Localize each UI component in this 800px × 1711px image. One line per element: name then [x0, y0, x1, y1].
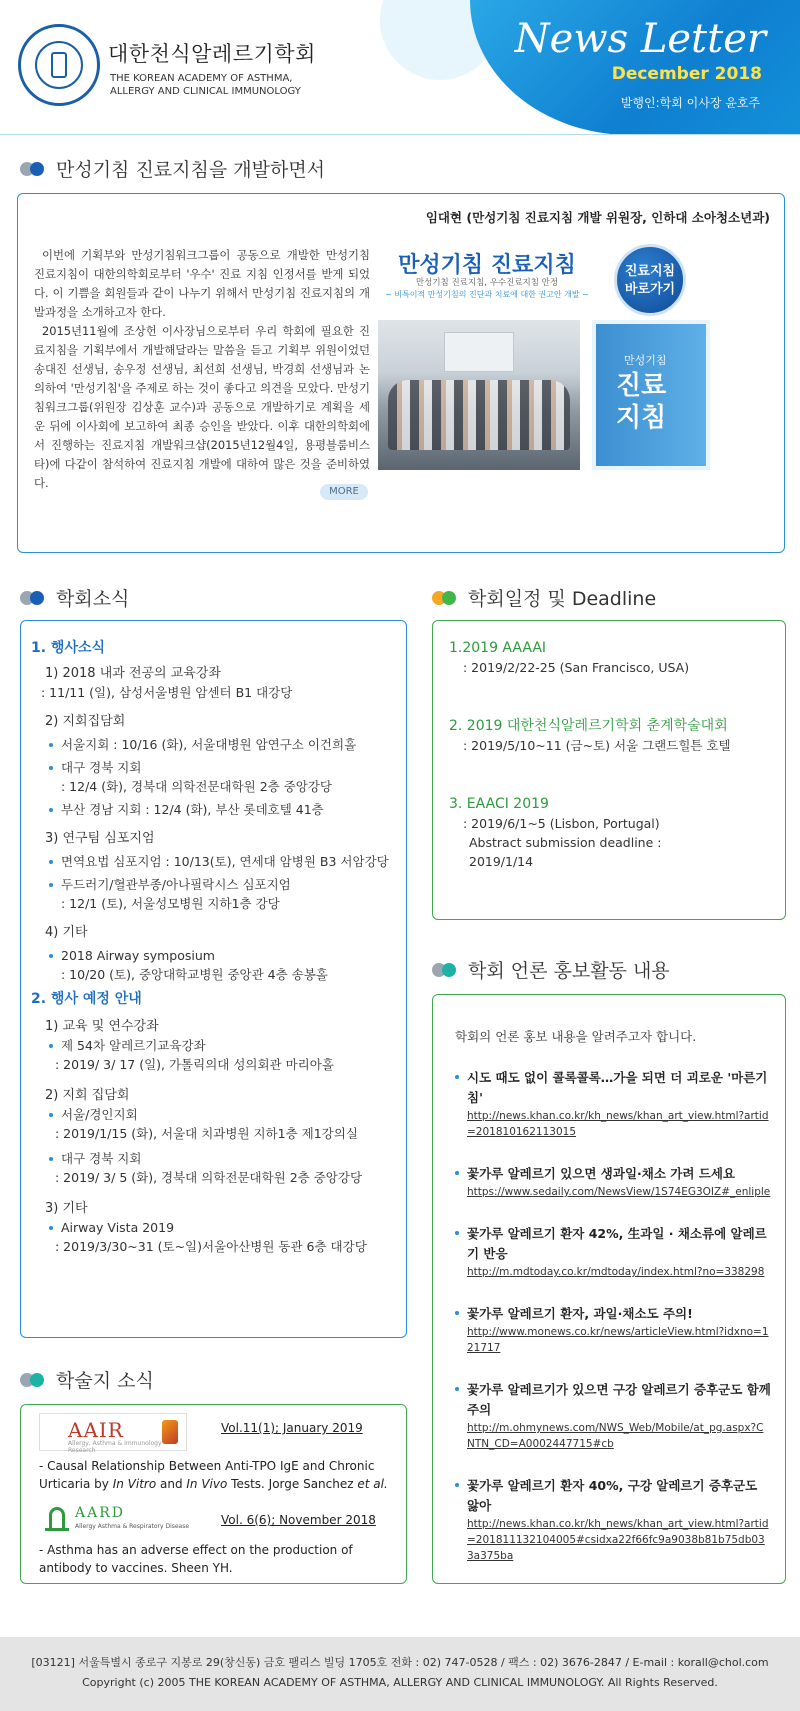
news-item-detail: : 12/4 (화), 경북대 의학전문대학원 2층 중앙강당 [61, 779, 333, 794]
press-item [455, 1164, 771, 1200]
guideline-subtitle: 만성기침 진료지침, 우수진료지침 안정 [415, 278, 559, 288]
schedule-box [432, 620, 786, 920]
feature-text: 이번에 기획부와 만성기침워크그룹이 공동으로 개발한 만성기침 진료지침이 대한의학회로부터 '우수' 진료 지침 인정서를 받게 되었다. 이 기쁨을 회원들과 같이 나누기 위해서 만성기침 진료지침의 개발과정을 소개하고자 한다. 2015년11월에 조상헌 이사장님으로부터 우리 학회에 필요한 진료지침을 기획부에서 개발해달라는 말씀을 듣고 기획부 위원이었던 송대진 선생님, 송우정 선생님, 최선희 선생님, 박경희 선생님과 논의하여 '만성기침'을 주제로 하는 것이 좋다고 의견을 모았다. 만성기침워크그룹(위원장 김상훈 교수)과 공동으로 개발하기로 계획을 세운 뒤에 이사회에 보고하여 최종 승인을 받았다. 이후 대한의학회에서 진행하는 진료지침 개발워크샵(2015년12월4일, 용평블룸비스타)에 다같이 참석하여 진료지침 개발에 대하여 많은 것을 준비하였다. [34, 248, 370, 490]
news-item-detail: : 12/1 (토), 서울성모병원 지하1층 강당 [61, 896, 280, 911]
news-bullet: 면역요법 심포지엄 : 10/13(토), 연세대 암병원 B3 서암강당 [45, 852, 401, 871]
news-item-title: 3) 기타 [45, 1201, 88, 1216]
footer-copyright: Copyright (c) 2005 THE KOREAN ACADEMY OF ASTHMA, ALLERGY AND CLINICAL IMMUNOLOGY. All Rights Reserved. [82, 1676, 718, 1689]
news-heading-upcoming: 2. 행사 예정 안내 [31, 991, 142, 1007]
author: 임대현 (만성기침 진료지침 개발 위원장, 인하대 소아청소년과) [425, 210, 770, 225]
group-photo [378, 320, 580, 470]
news-item-title: 2) 지회집담회 [45, 714, 126, 729]
news-bullet: 서울지회 : 10/16 (화), 서울대병원 암연구소 이건희홀 [45, 735, 401, 754]
press-item-title: 꽃가루 알레르기 환자 42%, 生과일 · 채소류에 알레르기 반응 [467, 1226, 767, 1261]
guideline-link-button[interactable]: 진료지침 바로가기 [614, 244, 686, 316]
news-bullet: 제 54차 알레르기교육강좌 [45, 1036, 401, 1055]
press-list [455, 1068, 771, 1564]
guideline-tagline: ~ 비특이적 만성기침의 진단과 치료에 대한 권고안 개발 ~ [385, 290, 589, 299]
schedule-content [449, 639, 779, 871]
news-section-title: 학회소식 [20, 584, 129, 611]
aard-article[interactable]: - Asthma has an adverse effect on the production of antibody to vaccines. Sheen YH. [39, 1543, 353, 1575]
aair-issue[interactable]: Vol.11(1); January 2019 [221, 1421, 363, 1435]
feature-section-title: 만성기침 진료지침을 개발하면서 [20, 155, 325, 182]
schedule-event-date: : 2019/6/1~5 (Lisbon, Portugal) [463, 816, 660, 831]
news-item-title: 3) 연구팀 심포지엄 [45, 831, 155, 846]
news-bullet: 서울/경인지회 [45, 1105, 401, 1124]
news-item-title: 1) 2018 내과 전공의 교육강좌 [45, 666, 221, 681]
press-item-link[interactable]: http://news.khan.co.kr/kh_news/khan_art_view.html?artid=201810162113015 [467, 1110, 769, 1138]
footer [0, 1637, 800, 1711]
press-item-title: 꽃가루 알레르기가 있으면 구강 알레르기 증후군도 함께 주의 [467, 1382, 771, 1417]
news-item-detail: : 2019/ 3/ 17 (일), 가톨릭의대 성의회관 마리아홀 [55, 1057, 334, 1072]
section-bullet-icon [20, 591, 50, 605]
schedule-event-date: : 2019/2/22-25 (San Francisco, USA) [463, 660, 690, 675]
journal-section-title: 학술지 소식 [20, 1366, 154, 1393]
news-heading-events: 1. 행사소식 [31, 640, 106, 656]
press-item-title: 꽃가루 알레르기 환자 40%, 구강 알레르기 증후군도 앓아 [467, 1478, 758, 1513]
press-box [432, 994, 786, 1584]
feature-box [17, 193, 785, 553]
news-bullet: Airway Vista 2019 [45, 1218, 401, 1237]
press-content [455, 1027, 771, 1564]
press-item-title: 꽃가루 알레르기 있으면 생과일·채소 가려 드세요 [467, 1166, 736, 1181]
org-name-korean: 대한천식알레르기학회 [108, 42, 316, 66]
press-item-link[interactable]: http://m.ohmynews.com/NWS_Web/Mobile/at_pg.aspx?CNTN_CD=A0002447715#cb [467, 1422, 764, 1450]
press-section-title: 학회 언론 홍보활동 내용 [432, 956, 670, 983]
press-item [455, 1476, 771, 1564]
schedule-section-title: 학회일정 및 Deadline [432, 584, 656, 611]
press-item-title: 시도 때도 없이 콜록콜록…가을 되면 더 괴로운 '마른기침' [467, 1070, 768, 1105]
schedule-event-date: : 2019/5/10~11 (금~토) 서울 그랜드힐튼 호텔 [463, 738, 731, 753]
press-item [455, 1224, 771, 1280]
news-bullet: 대구 경북 지회 [45, 758, 401, 777]
academy-logo-icon [18, 24, 100, 106]
section-bullet-icon [20, 162, 50, 176]
footer-address: [03121] 서울특별시 종로구 지봉로 29(창신동) 금호 팰리스 빌딩 1705호 전화 : 02) 747-0528 / 팩스 : 02) 3676-2847 / E-mail : korall@chol.com [31, 1656, 769, 1669]
deadline-date: 2019/1/14 [469, 854, 534, 869]
press-item [455, 1380, 771, 1452]
news-item-detail: : 2019/ 3/ 5 (화), 경북대 의학전문대학원 2층 중앙강당 [55, 1170, 363, 1185]
section-bullet-icon [20, 1373, 50, 1387]
press-item-link[interactable]: https://www.sedaily.com/NewsView/1S74EG3OIZ#_enliple [467, 1186, 771, 1198]
schedule-event-title: 3. EAACI 2019 [449, 796, 549, 812]
news-item-detail: : 10/20 (토), 중앙대학교병원 중앙관 4층 송봉홀 [61, 967, 328, 982]
newsletter-date: December 2018 [611, 64, 762, 84]
news-box [20, 620, 407, 1338]
news-item-title: 1) 교육 및 연수강좌 [45, 1019, 159, 1034]
header [0, 0, 800, 135]
news-content [31, 639, 401, 1256]
more-button[interactable]: MORE [320, 484, 368, 500]
schedule-event-title: 1.2019 AAAAI [449, 640, 547, 656]
aard-logo[interactable]: AARD Allergy Asthma & Respiratory Disease [45, 1505, 193, 1533]
section-bullet-icon [432, 591, 462, 605]
news-item-detail: : 2019/3/30~31 (토~일)서울아산병원 동관 6층 대강당 [55, 1239, 367, 1254]
org-name-english: THE KOREAN ACADEMY OF ASTHMA, ALLERGY AND CLINICAL IMMUNOLOGY [110, 73, 301, 97]
press-intro: 학회의 언론 홍보 내용을 알려주고자 합니다. [455, 1029, 697, 1044]
journal-box [20, 1404, 407, 1584]
deadline-label: Abstract submission deadline : [469, 835, 662, 850]
news-bullet: 대구 경북 지회 [45, 1149, 401, 1168]
news-item-detail: : 2019/1/15 (화), 서울대 치과병원 지하1층 제1강의실 [55, 1126, 358, 1141]
newsletter-title: News Letter [514, 16, 766, 62]
news-bullet: 2018 Airway symposium [45, 946, 401, 965]
aard-issue[interactable]: Vol. 6(6); November 2018 [221, 1513, 376, 1527]
aair-article[interactable]: - Causal Relationship Between Anti-TPO IgE and Chronic Urticaria by In Vitro and In Vivo Tests. Jorge Sanchez et al. [39, 1459, 388, 1491]
aair-logo[interactable]: AAIR Allergy, Asthma & Immunology Research [39, 1413, 187, 1451]
press-item-title: 꽃가루 알레르기 환자, 과일·채소도 주의! [467, 1306, 693, 1321]
press-item-link[interactable]: http://m.mdtoday.co.kr/mdtoday/index.html?no=338298 [467, 1266, 765, 1278]
news-item-detail: : 11/11 (일), 삼성서울병원 암센터 B1 대강당 [41, 685, 293, 700]
section-bullet-icon [432, 963, 462, 977]
guideline-title: 만성기침 진료지침 [398, 253, 576, 278]
press-item-link[interactable]: http://news.khan.co.kr/kh_news/khan_art_view.html?artid=201811132104005#csidxa22f66fc9a9038b81b75db033a375ba [467, 1518, 769, 1562]
news-item-title: 2) 지회 집담회 [45, 1088, 130, 1103]
press-item [455, 1068, 771, 1140]
news-bullet: 두드러기/혈관부종/아나필락시스 심포지엄 [45, 875, 401, 894]
news-item-title: 4) 기타 [45, 925, 88, 940]
news-bullet: 부산 경남 지회 : 12/4 (화), 부산 롯데호텔 41층 [45, 800, 401, 819]
press-item [455, 1304, 771, 1356]
publisher: 발행인:학회 이사장 윤호주 [620, 96, 760, 110]
schedule-event-title: 2. 2019 대한천식알레르기학회 춘계학술대회 [449, 718, 728, 734]
press-item-link[interactable]: http://www.monews.co.kr/news/articleView.html?idxno=121717 [467, 1326, 769, 1354]
guideline-book-cover[interactable]: 만성기침 진료 지침 [592, 320, 710, 470]
